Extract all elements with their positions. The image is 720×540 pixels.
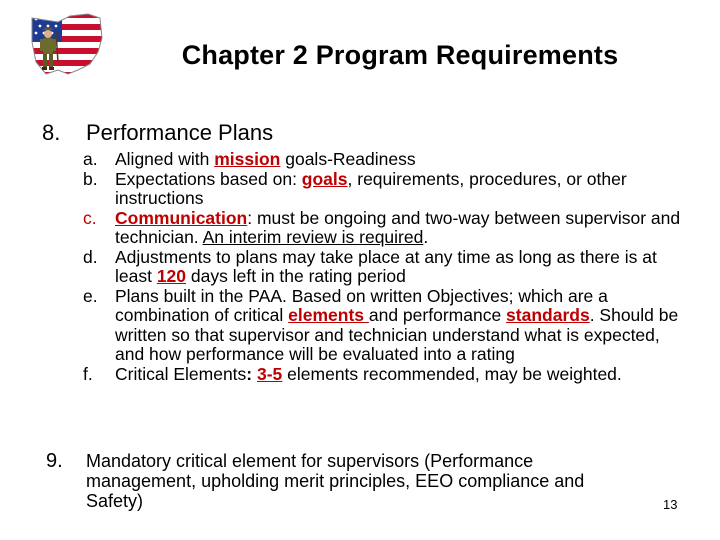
item-9-text: Mandatory critical element for supervisors (Performance management, upholding merit principles, EEO compliance and Safety) [86,451,585,511]
subitem-e: e. Plans built in the PAA. Based on written Objectives; which are a combination of critical elements and performance standards. Should be written so that supervisor and technician understand what is expected, and how performance will be evaluated into a rating [83,285,679,364]
subitem-letter: b. [83,168,98,189]
item-9-number: 9. [46,450,63,472]
item-8-number: 8. [42,120,61,145]
item-8-heading: Performance Plans [86,120,274,145]
subitem-c: c. Communication: must be ongoing and two-way between supervisor and technician. An interim review is required. [83,207,681,247]
item-8-subitems [83,150,683,384]
slide-title: Chapter 2 Program Requirements [181,40,619,70]
subitem-letter: a. [83,149,98,169]
keyword-goals: goals [301,168,348,189]
subitem-letter: e. [83,285,98,306]
keyword-120-days: 120 [156,266,187,286]
subitem-f: f. Critical Elements: 3-5 elements recommended, may be weighted. [83,363,622,384]
subitem-letter: d. [83,246,98,267]
page-number: 13 [663,497,678,512]
interim-review-note: An interim review is required [202,227,424,247]
item-9 [46,451,646,511]
keyword-3-5: 3-5 [257,363,283,384]
item-8 [42,120,273,146]
keyword-elements: elements [288,305,369,325]
subitem-d: d. Adjustments to plans may take place at any time as long as there is at least 120 days left in the rating period [83,246,657,286]
subitem-letter: f. [83,363,93,384]
subitem-letter: c. [83,207,97,228]
subitem-b: b. Expectations based on: goals, requirements, procedures, or other instructions [83,168,627,208]
keyword-communication: Communication [115,207,248,228]
keyword-mission: mission [214,149,281,169]
keyword-standards: standards [506,305,590,325]
subitem-a: a. Aligned with mission goals-Readiness [83,149,416,169]
